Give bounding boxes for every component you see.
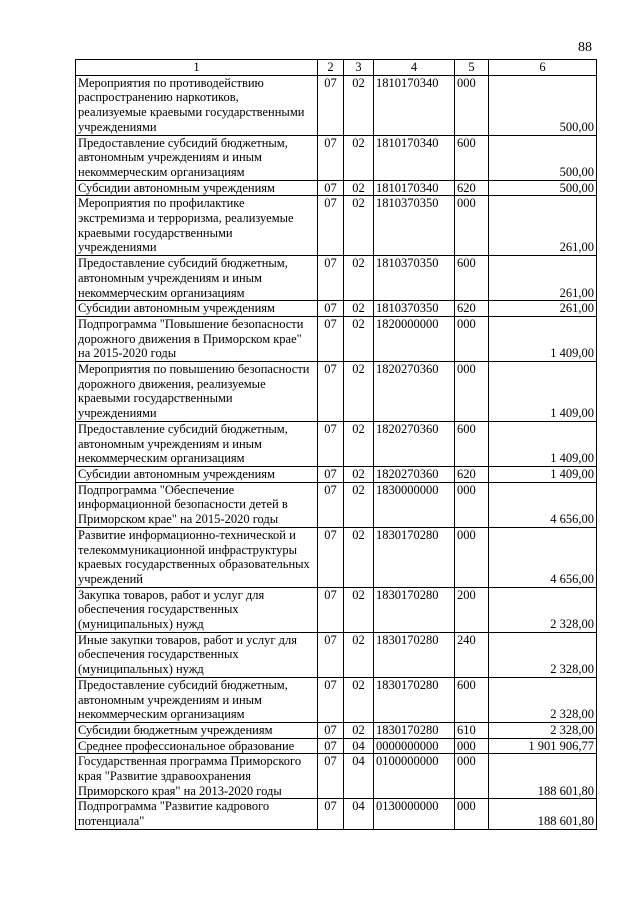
item-name-cell: Государственная программа Приморского края "Развитие здравоохранения Приморского края" на 2013-2020 годы [76,754,318,799]
amount-cell: 1 409,00 [489,466,597,482]
amount-cell: 261,00 [489,301,597,317]
target-article-cell: 1830170280 [374,632,455,677]
amount-cell: 261,00 [489,196,597,256]
section-code-cell: 07 [318,256,344,301]
amount-cell: 2 328,00 [489,677,597,722]
table-row [76,587,597,632]
section-code-cell: 07 [318,738,344,754]
table-row [76,316,597,361]
section-code-cell: 07 [318,75,344,135]
target-article-cell: 1810170340 [374,135,455,180]
amount-cell: 500,00 [489,180,597,196]
expense-type-cell: 000 [455,754,489,799]
amount-cell: 2 328,00 [489,587,597,632]
subsection-code-cell: 02 [344,677,374,722]
target-article-cell: 1830000000 [374,482,455,527]
table-row [76,466,597,482]
subsection-code-cell: 02 [344,421,374,466]
amount-cell: 1 409,00 [489,316,597,361]
header-cell: 2 [318,60,344,76]
subsection-code-cell: 02 [344,180,374,196]
expense-type-cell: 000 [455,196,489,256]
amount-cell: 188 601,80 [489,799,597,829]
target-article-cell: 1820270360 [374,362,455,422]
amount-cell: 4 656,00 [489,482,597,527]
expense-type-cell: 240 [455,632,489,677]
subsection-code-cell: 02 [344,587,374,632]
item-name-cell: Субсидии автономным учреждениям [76,180,318,196]
expense-type-cell: 600 [455,421,489,466]
expense-type-cell: 000 [455,362,489,422]
section-code-cell: 07 [318,135,344,180]
item-name-cell: Закупка товаров, работ и услуг для обеспечения государственных (муниципальных) нужд [76,587,318,632]
expense-type-cell: 600 [455,256,489,301]
amount-cell: 2 328,00 [489,632,597,677]
item-name-cell: Подпрограмма "Повышение безопасности дорожного движения в Приморском крае" на 2015-2020 годы [76,316,318,361]
expense-type-cell: 620 [455,301,489,317]
subsection-code-cell: 02 [344,301,374,317]
header-cell: 6 [489,60,597,76]
budget-table-body [76,60,597,830]
expense-type-cell: 610 [455,722,489,738]
table-row [76,256,597,301]
section-code-cell: 07 [318,482,344,527]
target-article-cell: 1810370350 [374,196,455,256]
section-code-cell: 07 [318,632,344,677]
item-name-cell: Мероприятия по профилактике экстремизма и терроризма, реализуемые краевыми государственными учреждениями [76,196,318,256]
page-number: 88 [578,40,592,55]
table-row [76,180,597,196]
table-row [76,196,597,256]
header-cell: 4 [374,60,455,76]
subsection-code-cell: 02 [344,722,374,738]
expense-type-cell: 000 [455,482,489,527]
amount-cell: 261,00 [489,256,597,301]
target-article-cell: 1820270360 [374,466,455,482]
table-row [76,722,597,738]
amount-cell: 1 409,00 [489,362,597,422]
amount-cell: 1 901 906,77 [489,738,597,754]
header-cell: 3 [344,60,374,76]
table-row [76,799,597,829]
subsection-code-cell: 04 [344,799,374,829]
section-code-cell: 07 [318,196,344,256]
table-row [76,527,597,587]
section-code-cell: 07 [318,421,344,466]
subsection-code-cell: 02 [344,482,374,527]
subsection-code-cell: 02 [344,135,374,180]
amount-cell: 1 409,00 [489,421,597,466]
item-name-cell: Субсидии бюджетным учреждениям [76,722,318,738]
section-code-cell: 07 [318,527,344,587]
amount-cell: 2 328,00 [489,722,597,738]
item-name-cell: Субсидии автономным учреждениям [76,466,318,482]
target-article-cell: 1810370350 [374,301,455,317]
subsection-code-cell: 02 [344,316,374,361]
header-cell: 1 [76,60,318,76]
section-code-cell: 07 [318,180,344,196]
item-name-cell: Предоставление субсидий бюджетным, автономным учреждениям и иным некоммерческим организациям [76,677,318,722]
table-row [76,301,597,317]
subsection-code-cell: 02 [344,75,374,135]
item-name-cell: Предоставление субсидий бюджетным, автономным учреждениям и иным некоммерческим организациям [76,135,318,180]
subsection-code-cell: 02 [344,527,374,587]
item-name-cell: Подпрограмма "Развитие кадрового потенциала" [76,799,318,829]
item-name-cell: Развитие информационно-технической и телекоммуникационной инфраструктуры краевых государственных образовательных учреждений [76,527,318,587]
target-article-cell: 1830170280 [374,587,455,632]
subsection-code-cell: 02 [344,362,374,422]
expense-type-cell: 620 [455,466,489,482]
section-code-cell: 07 [318,587,344,632]
item-name-cell: Мероприятия по повышению безопасности дорожного движения, реализуемые краевыми государственными учреждениями [76,362,318,422]
section-code-cell: 07 [318,722,344,738]
table-row [76,135,597,180]
item-name-cell: Предоставление субсидий бюджетным, автономным учреждениям и иным некоммерческим организациям [76,421,318,466]
expense-type-cell: 000 [455,316,489,361]
table-row [76,632,597,677]
section-code-cell: 07 [318,677,344,722]
target-article-cell: 1820000000 [374,316,455,361]
item-name-cell: Субсидии автономным учреждениям [76,301,318,317]
table-row [76,482,597,527]
table-row [76,421,597,466]
table-row [76,738,597,754]
section-code-cell: 07 [318,466,344,482]
target-article-cell: 0130000000 [374,799,455,829]
target-article-cell: 1810170340 [374,180,455,196]
subsection-code-cell: 02 [344,256,374,301]
subsection-code-cell: 02 [344,466,374,482]
amount-cell: 500,00 [489,75,597,135]
amount-cell: 188 601,80 [489,754,597,799]
item-name-cell: Среднее профессиональное образование [76,738,318,754]
subsection-code-cell: 02 [344,632,374,677]
target-article-cell: 1830170280 [374,722,455,738]
table-header-row [76,60,597,76]
item-name-cell: Подпрограмма "Обеспечение информационной безопасности детей в Приморском крае" на 2015-2020 годы [76,482,318,527]
expense-type-cell: 000 [455,527,489,587]
table-row [76,754,597,799]
item-name-cell: Предоставление субсидий бюджетным, автономным учреждениям и иным некоммерческим организациям [76,256,318,301]
table-row [76,75,597,135]
expense-type-cell: 200 [455,587,489,632]
header-cell: 5 [455,60,489,76]
section-code-cell: 07 [318,799,344,829]
target-article-cell: 1810170340 [374,75,455,135]
subsection-code-cell: 02 [344,196,374,256]
section-code-cell: 07 [318,362,344,422]
item-name-cell: Иные закупки товаров, работ и услуг для обеспечения государственных (муниципальных) нужд [76,632,318,677]
target-article-cell: 1830170280 [374,677,455,722]
target-article-cell: 0100000000 [374,754,455,799]
target-article-cell: 1820270360 [374,421,455,466]
section-code-cell: 07 [318,316,344,361]
expense-type-cell: 000 [455,738,489,754]
target-article-cell: 1830170280 [374,527,455,587]
subsection-code-cell: 04 [344,738,374,754]
target-article-cell: 0000000000 [374,738,455,754]
section-code-cell: 07 [318,754,344,799]
expense-type-cell: 000 [455,799,489,829]
amount-cell: 500,00 [489,135,597,180]
table-row [76,362,597,422]
amount-cell: 4 656,00 [489,527,597,587]
budget-table [75,59,597,830]
expense-type-cell: 620 [455,180,489,196]
expense-type-cell: 600 [455,677,489,722]
subsection-code-cell: 04 [344,754,374,799]
section-code-cell: 07 [318,301,344,317]
table-row [76,677,597,722]
target-article-cell: 1810370350 [374,256,455,301]
expense-type-cell: 600 [455,135,489,180]
expense-type-cell: 000 [455,75,489,135]
item-name-cell: Мероприятия по противодействию распространению наркотиков, реализуемые краевыми государственными учреждениями [76,75,318,135]
